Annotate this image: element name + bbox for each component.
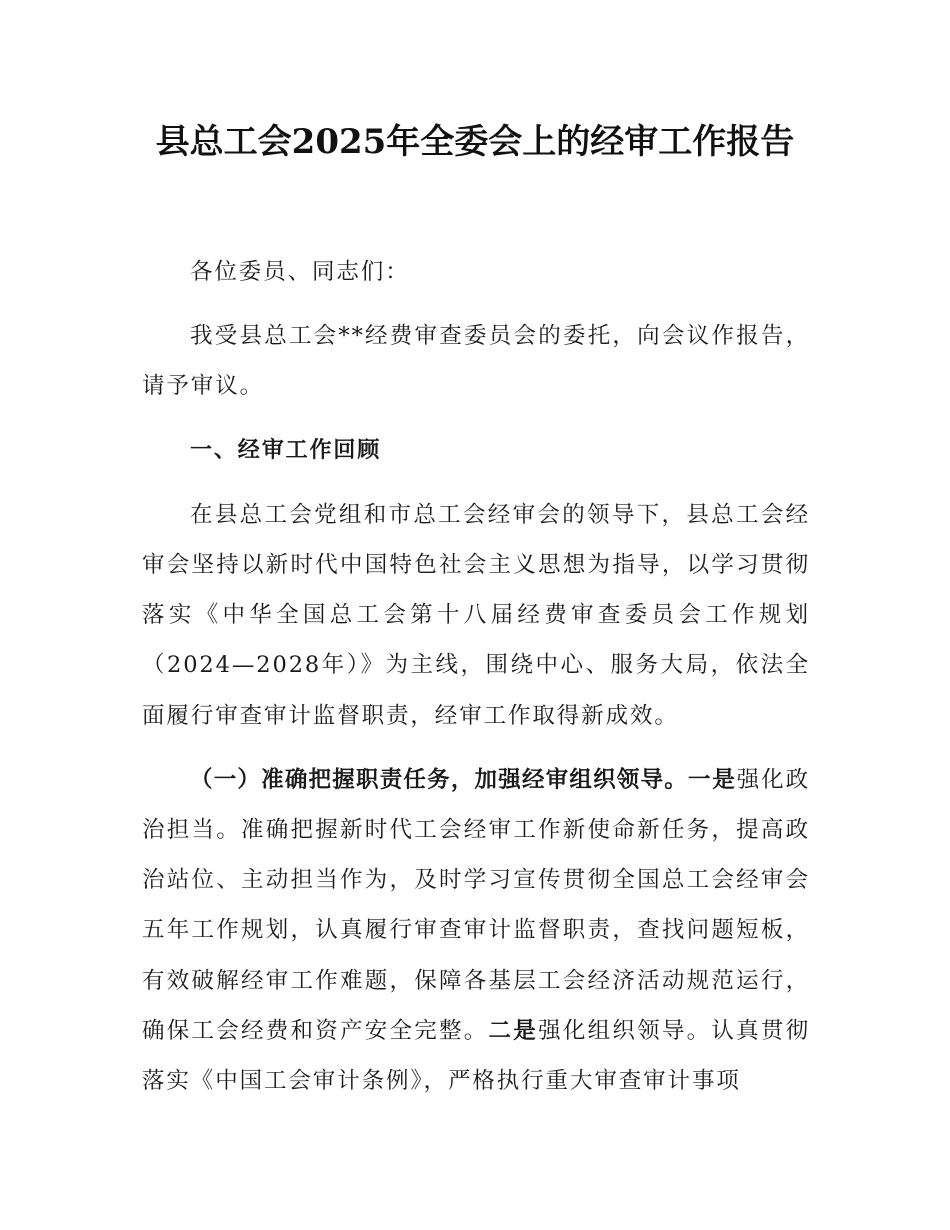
keyword-second: 二是 — [488, 1017, 539, 1044]
intro-paragraph: 我受县总工会**经费审查委员会的委托，向会议作报告，请予审议。 — [142, 323, 810, 400]
section-paragraph: 在县总工会党组和市总工会经审会的领导下，县总工会经审会坚持以新时代中国特色社会主义思想为指导，以学习贯彻落实《中华全国总工会第十八届经费审查委员会工作规划（2024—2028年）》为主线，围绕中心、服务大局，依法全面履行审查审计监督职责，经审工作取得新成效。 — [142, 501, 810, 729]
subsection-text-first: 强化政治担当。准确把握新时代工会经审工作新使命新任务，提高政治站位、主动担当作为，及时学习宣传贯彻全国总工会经审会五年工作规划，认真履行审查审计监督职责，查找问题短板，有效破解经审工作难题，保障各基层工会经济活动规范运行，确保工会经费和资产安全完整。 — [142, 766, 810, 1044]
document-body — [142, 247, 810, 1106]
subsection-paragraph — [142, 755, 810, 1106]
document-title: 县总工会2025年全委会上的经审工作报告 — [155, 122, 795, 162]
subsection-heading: （一）准确把握职责任务，加强经审组织领导。 — [190, 766, 688, 793]
subsection-text-second: 强化组织领导。认真贯彻落实《中国工会审计条例》，严格执行重大审查审计事项 — [142, 1017, 810, 1095]
keyword-first: 一是 — [687, 766, 737, 793]
section-heading: 一、经审工作回顾 — [190, 437, 382, 463]
greeting-paragraph: 各位委员、同志们： — [190, 259, 410, 285]
